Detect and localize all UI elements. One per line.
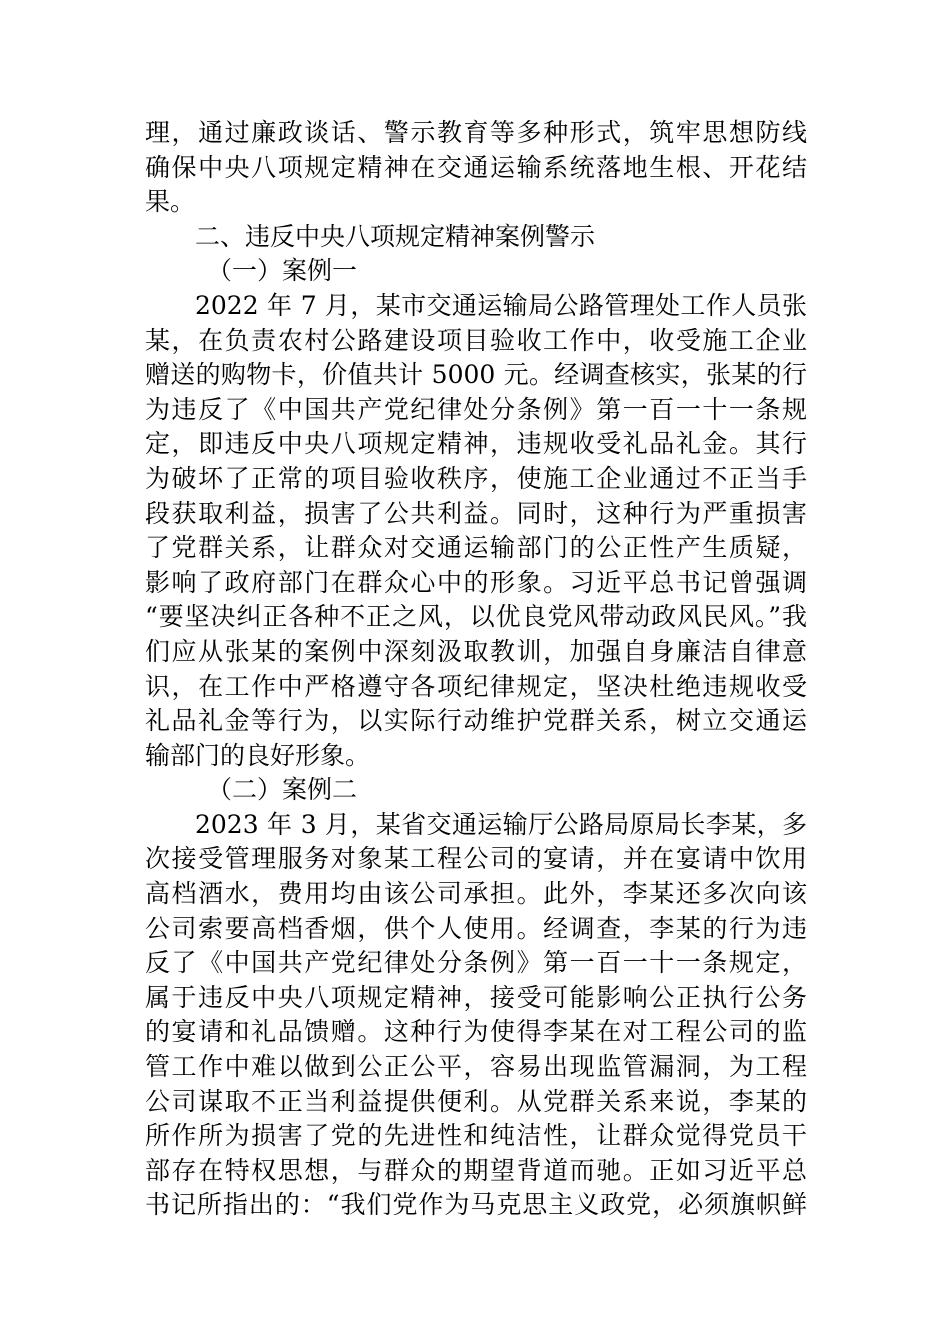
case-heading-text: （一）案例一 <box>207 256 358 286</box>
text-line: 反了《中国共产党纪律处分条例》第一百一十一条规定， <box>145 948 807 978</box>
text-line: 影响了政府部门在群众心中的形象。习近平总书记曾强调 <box>145 567 807 597</box>
text-line: 公司谋取不正当利益提供便利。从党群关系来说，李某的 <box>145 1086 807 1116</box>
case-heading-2 <box>145 773 807 808</box>
text-line: 识，在工作中严格遵守各项纪律规定，坚决杜绝违规收受 <box>145 671 807 701</box>
text-line: 2022 年 7 月，某市交通运输局公路管理处工作人员张 <box>195 290 807 320</box>
text-line: 们应从张某的案例中深刻汲取教训，加强自身廉洁自律意 <box>145 636 807 666</box>
text-line: 礼品礼金等行为，以实际行动维护党群关系，树立交通运 <box>145 706 807 736</box>
text-line: 理，通过廉政谈话、警示教育等多种形式，筑牢思想防线 <box>145 118 807 147</box>
text-line: 的宴请和礼品馈赠。这种行为使得李某在对工程公司的监 <box>145 1017 807 1047</box>
text-line: 管工作中难以做到公正公平，容易出现监管漏洞，为工程 <box>145 1052 807 1082</box>
text-line: 某，在负责农村公路建设项目验收工作中，收受施工企业 <box>145 325 807 355</box>
text-line: 次接受管理服务对象某工程公司的宴请，并在宴请中饮用 <box>145 844 807 874</box>
text-line: 段获取利益，损害了公共利益。同时，这种行为严重损害 <box>145 498 807 528</box>
continuation-paragraph <box>145 116 807 220</box>
case-heading-1 <box>145 254 807 289</box>
case-heading-text: （二）案例二 <box>207 775 358 805</box>
case-2-paragraph <box>145 808 807 1223</box>
text-line: 了党群关系，让群众对交通运输部门的公正性产生质疑， <box>145 533 807 563</box>
document-body <box>145 116 807 1223</box>
text-line: 公司索要高档香烟，供个人使用。经调查，李某的行为违 <box>145 913 807 943</box>
text-line: 属于违反中央八项规定精神，接受可能影响公正执行公务 <box>145 982 807 1012</box>
text-line: 部存在特权思想，与群众的期望背道而驰。正如习近平总 <box>145 1155 807 1185</box>
text-line: 输部门的良好形象。 <box>145 740 371 770</box>
text-line: 定，即违反中央八项规定精神，违规收受礼品礼金。其行 <box>145 429 807 459</box>
text-line: 为破坏了正常的项目验收秩序，使施工企业通过不正当手 <box>145 463 807 493</box>
section-heading <box>145 220 807 255</box>
text-line: 确保中央八项规定精神在交通运输系统落地生根、开花结 <box>145 152 807 182</box>
text-line: 2023 年 3 月，某省交通运输厅公路局原局长李某，多 <box>195 809 807 839</box>
case-1-paragraph <box>145 289 807 773</box>
text-line: “要坚决纠正各种不正之风，以优良党风带动政风民风。”我 <box>145 602 807 632</box>
text-line: 为违反了《中国共产党纪律处分条例》第一百一十一条规 <box>145 394 807 424</box>
text-line: 书记所指出的：“我们党作为马克思主义政党，必须旗帜鲜 <box>145 1190 807 1220</box>
text-line: 所作所为损害了党的先进性和纯洁性，让群众觉得党员干 <box>145 1121 807 1151</box>
text-line: 高档酒水，费用均由该公司承担。此外，李某还多次向该 <box>145 879 807 909</box>
text-line: 果。 <box>145 187 196 217</box>
section-heading-text: 二、违反中央八项规定精神案例警示 <box>195 221 596 251</box>
text-line: 赠送的购物卡，价值共计 5000 元。经调查核实，张某的行 <box>145 360 807 390</box>
